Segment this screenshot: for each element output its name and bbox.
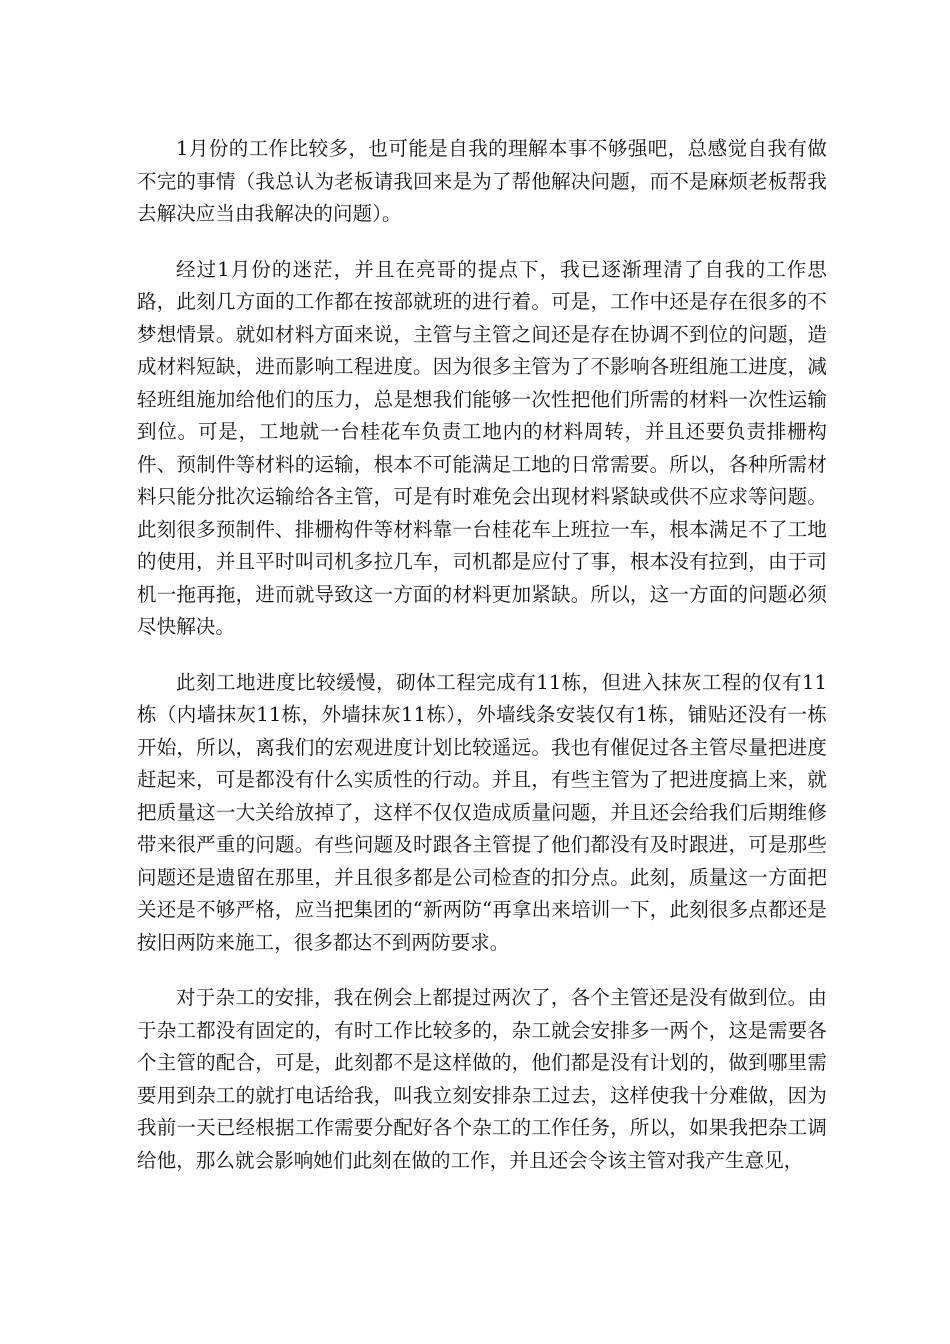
document-body <box>137 133 827 1200</box>
paragraph-1: 1月份的工作比较多，也可能是自我的理解本事不够强吧，总感觉自我有做不完的事情（我总认为老板请我回来是为了帮他解决问题，而不是麻烦老板帮我去解决应当由我解决的问题）。 <box>137 137 827 225</box>
paragraph-2: 经过1月份的迷茫，并且在亮哥的提点下，我已逐渐理清了自我的工作思路，此刻几方面的工作都在按部就班的进行着。可是，工作中还是存在很多的不梦想情景。就如材料方面来说，主管与主管之间还是存在协调不到位的问题，造成材料短缺，进而影响工程进度。因为很多主管为了不影响各班组施工进度，减轻班组施加给他们的压力，总是想我们能够一次性把他们所需的材料一次性运输到位。可是，工地就一台桂花车负责工地内的材料周转，并且还要负责排栅构件、预制件等材料的运输，根本不可能满足工地的日常需要。所以，各种所需材料只能分批次运输给各主管，可是有时难免会出现材料紧缺或供不应求等问题。此刻很多预制件、排栅构件等材料靠一台桂花车上班拉一车，根本满足不了工地的使用，并且平时叫司机多拉几车，司机都是应付了事，根本没有拉到，由于司机一拖再拖，进而就导致这一方面的材料更加紧缺。所以，这一方面的问题必须尽快解决。 <box>137 257 827 638</box>
paragraph-3: 此刻工地进度比较缓慢，砌体工程完成有11栋，但进入抹灰工程的仅有11栋（内墙抹灰11栋，外墙抹灰11栋），外墙线条安装仅有1栋，铺贴还没有一栋开始，所以，离我们的宏观进度计划比较遥远。我也有催促过各主管尽量把进度赶起来，可是都没有什么实质性的行动。并且，有些主管为了把进度搞上来，就把质量这一大关给放掉了，这样不仅仅造成质量问题，并且还会给我们后期维修带来很严重的问题。有些问题及时跟各主管提了他们都没有及时跟进，可是那些问题还是遗留在那里，并且很多都是公司检查的扣分点。此刻，质量这一方面把关还是不够严格，应当把集团的“新两防“再拿出来培训一下，此刻很多点都还是按旧两防来施工，很多都达不到两防要求。 <box>137 670 827 954</box>
paragraph-4: 对于杂工的安排，我在例会上都提过两次了，各个主管还是没有做到位。由于杂工都没有固定的，有时工作比较多的，杂工就会安排多一两个，这是需要各个主管的配合，可是，此刻都不是这样做的，他们都是没有计划的，做到哪里需要用到杂工的就打电话给我，叫我立刻安排杂工过去，这样使我十分难做，因为我前一天已经根据工作需要分配好各个杂工的工作任务，所以，如果我把杂工调给他，那么就会影响她们此刻在做的工作，并且还会令该主管对我产生意见， <box>137 986 827 1172</box>
